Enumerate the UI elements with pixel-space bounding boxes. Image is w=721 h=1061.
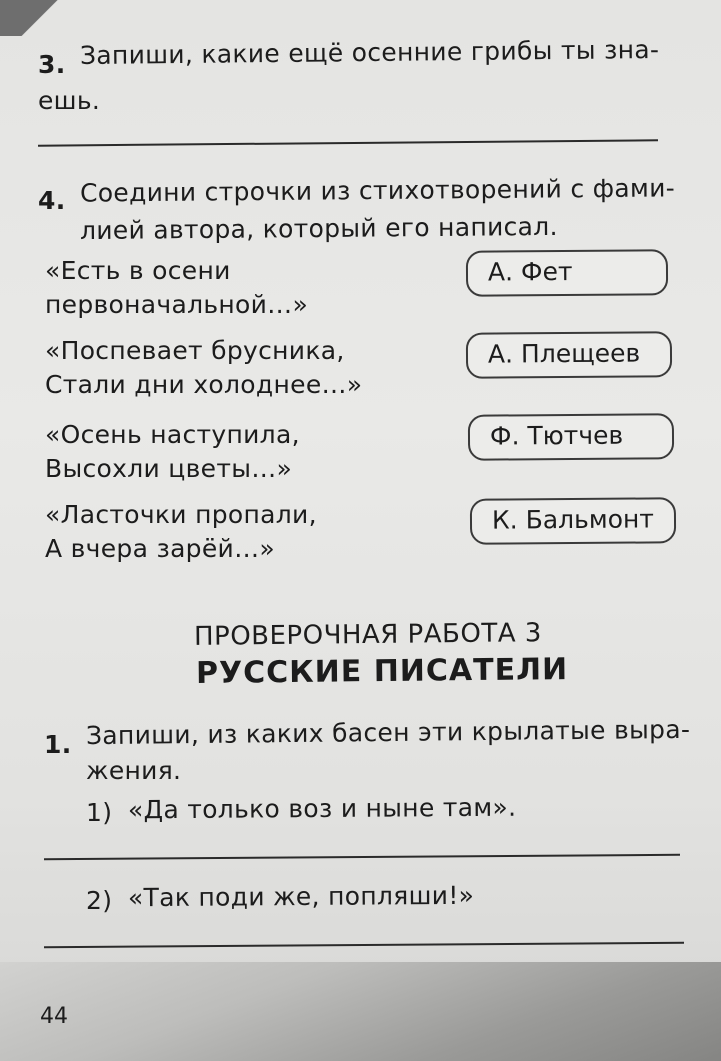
poem-quote-1-line1: «Есть в осени — [45, 256, 231, 285]
poem-quote-4-line2: А вчера зарёй…» — [45, 534, 275, 563]
task4-number: 4. — [38, 186, 66, 215]
poem-quote-3-line2: Высохли цветы…» — [45, 454, 293, 483]
page-number: 44 — [40, 1004, 68, 1029]
section-title: РУССКИЕ ПИСАТЕЛИ — [195, 652, 569, 691]
page-corner-shadow — [0, 0, 78, 36]
poem-quote-3-line1: «Осень наступила, — [45, 420, 300, 449]
author-box-tyutchev: Ф. Тютчев — [468, 413, 674, 460]
section-subtitle: ПРОВЕРОЧНАЯ РАБОТА 3 — [193, 618, 542, 652]
task1-item1-text: «Да только воз и ныне там». — [127, 792, 517, 825]
task3-text-line1: Запиши, какие ещё осенние грибы ты зна- — [79, 34, 660, 71]
task3-answer-line — [38, 139, 658, 146]
task4-text-line1: Соедини строчки из стихотворений с фами- — [79, 173, 676, 208]
poem-quote-1-line2: первоначальной…» — [45, 290, 309, 319]
task1-number: 1. — [44, 730, 72, 759]
author-box-balmont: К. Бальмонт — [470, 497, 676, 544]
task3-text-line2: ешь. — [38, 86, 101, 115]
task1-item2-answer-line — [44, 942, 684, 948]
poem-quote-2-line1: «Поспевает брусника, — [45, 336, 345, 365]
task1-item1-number: 1) — [86, 798, 113, 827]
task1-item2-number: 2) — [86, 886, 113, 915]
author-box-fet: А. Фет — [466, 249, 668, 296]
task3-number: 3. — [38, 50, 66, 79]
task1-text-line1: Запиши, из каких басен эти крылатые выра- — [85, 714, 691, 751]
task1-item2-text: «Так поди же, попляши!» — [127, 880, 475, 913]
author-box-pleshcheev: А. Плещеев — [466, 331, 672, 378]
task4-text-line2: лией автора, который его написал. — [79, 211, 558, 246]
task1-text-line2: жения. — [86, 756, 182, 785]
page-bottom-shadow — [0, 962, 721, 1061]
task1-item1-answer-line — [44, 854, 680, 860]
poem-quote-2-line2: Стали дни холоднее…» — [45, 370, 363, 399]
poem-quote-4-line1: «Ласточки пропали, — [45, 500, 317, 529]
